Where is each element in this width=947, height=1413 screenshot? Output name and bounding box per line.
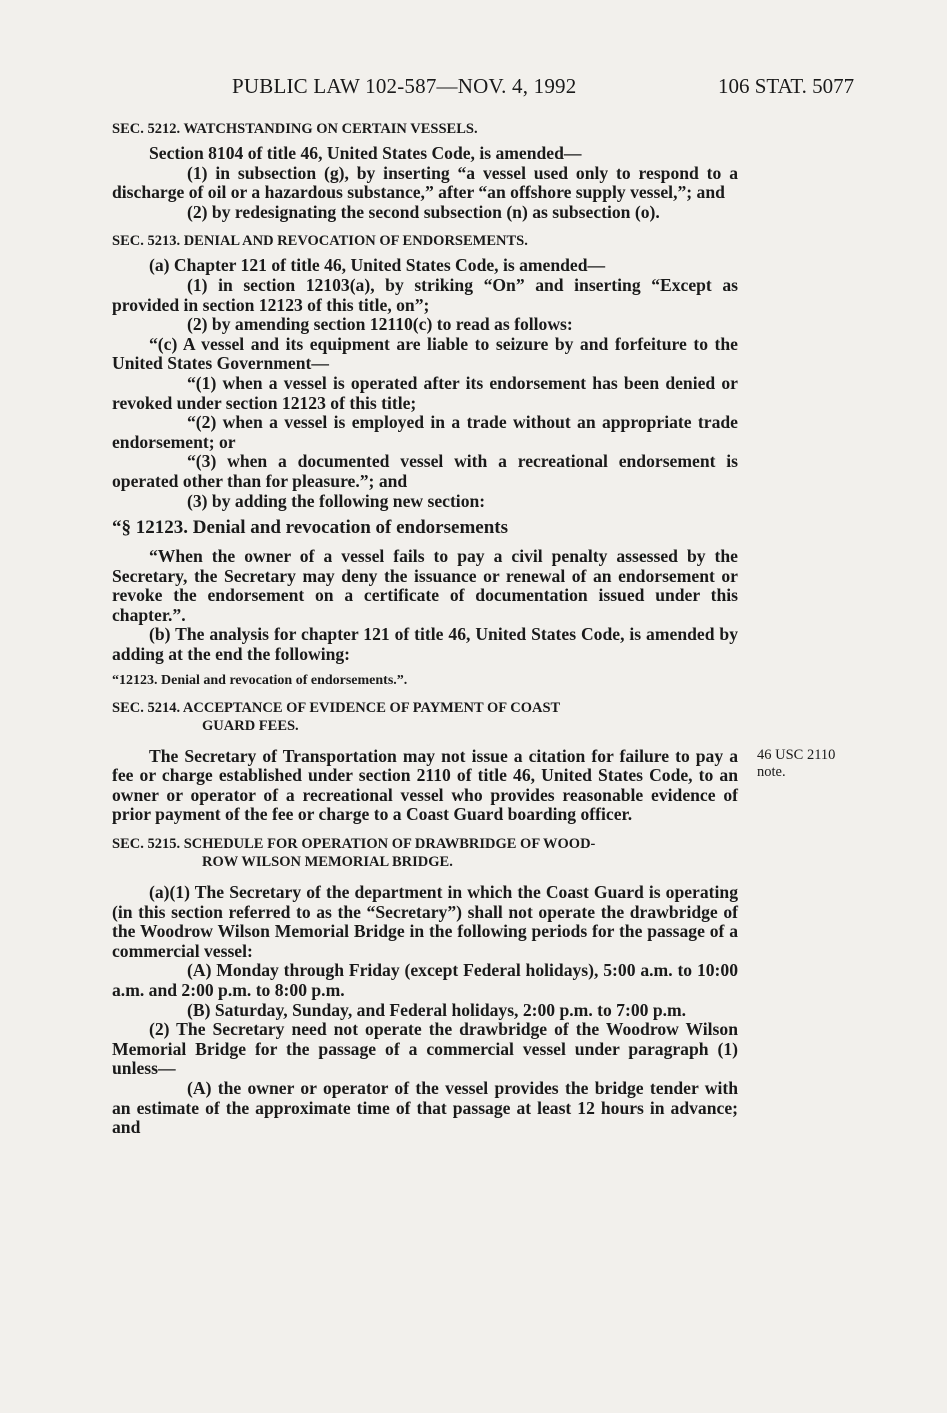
margin-note-line: note. xyxy=(757,764,786,780)
section-5213-heading: SEC. 5213. DENIAL AND REVOCATION OF ENDORSEMENTS. xyxy=(112,233,528,250)
page-header-title: PUBLIC LAW 102-587—NOV. 4, 1992 xyxy=(232,74,577,98)
paragraph: (A) the owner or operator of the vessel provides the bridge tender with an estimate of the approximate time of that passage at least 12 hours in advance; and xyxy=(112,1077,738,1138)
paragraph: (1) in subsection (g), by inserting “a vessel used only to respond to a discharge of oil or a hazardous substance,” after “an offshore supply vessel,”; and xyxy=(112,162,738,203)
section-12123-heading: “§ 12123. Denial and revocation of endorsements xyxy=(112,517,508,539)
paragraph: (1) in section 12103(a), by striking “On” and inserting “Except as provided in section 12123 of this title, on”; xyxy=(112,274,738,315)
table-of-sections-amendment: “12123. Denial and revocation of endorsements.”. xyxy=(112,672,408,688)
section-5215-heading xyxy=(112,835,738,871)
margin-note xyxy=(757,747,835,781)
paragraph: “(1) when a vessel is operated after its endorsement has been denied or revoked under section 12123 of this title; xyxy=(112,372,738,413)
page-header-stat: 106 STAT. 5077 xyxy=(718,74,855,98)
paragraph: (a) Chapter 121 of title 46, United States Code, is amended— xyxy=(149,255,606,276)
paragraph: (A) Monday through Friday (except Federal holidays), 5:00 a.m. to 10:00 a.m. and 2:00 p.m. to 8:00 p.m. xyxy=(112,960,738,1000)
section-5212-heading: SEC. 5212. WATCHSTANDING ON CERTAIN VESSELS. xyxy=(112,121,478,137)
paragraph: (2) by redesignating the second subsection (n) as subsection (o). xyxy=(187,201,660,222)
paragraph: “(2) when a vessel is employed in a trade without an appropriate trade endorsement; or xyxy=(112,412,738,452)
margin-note-line: 46 USC 2110 xyxy=(757,747,836,763)
heading-line: ROW WILSON MEMORIAL BRIDGE. xyxy=(202,854,453,871)
paragraph: (2) by amending section 12110(c) to read as follows: xyxy=(187,314,573,335)
paragraph: “(3) when a documented vessel with a recreational endorsement is operated other than for pleasure.”; and xyxy=(112,451,738,491)
paragraph: “When the owner of a vessel fails to pay a civil penalty assessed by the Secretary, the Secretary may deny the issuance or renewal of an endorsement or revoke the endorsement on a certificate of documentation issued under this chapter.”. xyxy=(112,546,738,625)
paragraph: (b) The analysis for chapter 121 of title 46, United States Code, is amended by adding at the end the following: xyxy=(112,624,738,665)
paragraph: (3) by adding the following new section: xyxy=(187,490,486,511)
paragraph: (a)(1) The Secretary of the department in which the Coast Guard is operating (in this section referred to as the “Secretary”) shall not operate the drawbridge of the Woodrow Wilson Memorial Bridge in the following periods for the passage of a commercial vessel: xyxy=(112,882,738,961)
paragraph: (2) The Secretary need not operate the drawbridge of the Woodrow Wilson Memorial Bridge for the passage of a commercial vessel under paragraph (1) unless— xyxy=(112,1019,738,1079)
document-body xyxy=(112,116,738,1138)
paragraph: Section 8104 of title 46, United States Code, is amended— xyxy=(149,143,582,163)
paragraph: (B) Saturday, Sunday, and Federal holidays, 2:00 p.m. to 7:00 p.m. xyxy=(187,999,687,1020)
paragraph: “(c) A vessel and its equipment are liable to seizure by and forfeiture to the United States Government— xyxy=(112,333,738,374)
section-5214-heading xyxy=(112,699,738,735)
heading-line: SEC. 5214. ACCEPTANCE OF EVIDENCE OF PAYMENT OF COAST xyxy=(112,699,561,716)
heading-line: GUARD FEES. xyxy=(202,717,299,734)
paragraph: The Secretary of Transportation may not issue a citation for failure to pay a fee or charge established under section 2110 of title 46, United States Code, to an owner or operator of a recreational vessel who provides reasonable evidence of prior payment of the fee or charge to a Coast Guard boarding officer. xyxy=(112,745,738,825)
heading-line: SEC. 5215. SCHEDULE FOR OPERATION OF DRAWBRIDGE OF WOOD- xyxy=(112,836,596,853)
